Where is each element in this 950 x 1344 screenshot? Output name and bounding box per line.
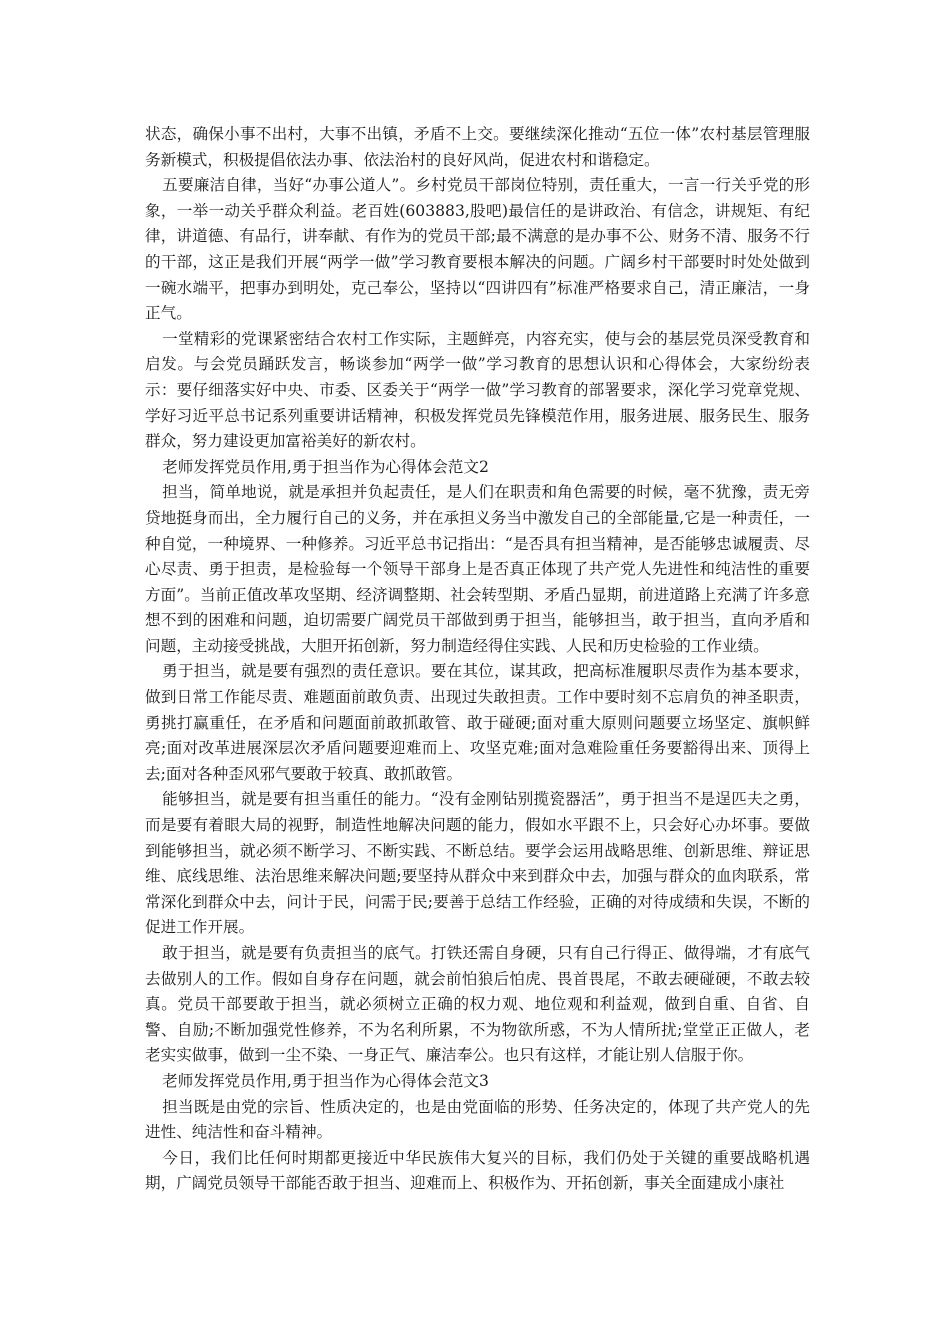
- paragraph-4: 担当，简单地说，就是承担并负起责任，是人们在职责和角色需要的时候，毫不犹豫，责无旁贷地挺身而出，全力履行自己的义务，并在承担义务当中激发自己的全部能量,它是一种责任，一种自觉，一种境界、一种修养。习近平总书记指出：“是否具有担当精神，是否能够忠诚履责、尽心尽责、勇于担责，是检验每一个领导干部身上是否真正体现了共产党人先进性和纯洁性的重要方面”。当前正值改革攻坚期、经济调整期、社会转型期、矛盾凸显期，前进道路上充满了许多意想不到的困难和问题，迫切需要广阔党员干部做到勇于担当，能够担当，敢于担当，直向矛盾和问题，主动接受挑战，大胆开拓创新，努力制造经得住实践、人民和历史检验的工作业绩。: [145, 483, 810, 655]
- paragraph-5: 勇于担当，就是要有强烈的责任意识。要在其位，谋其政，把高标准履职尽责作为基本要求，做到日常工作能尽责、难题面前敢负责、出现过失敢担责。工作中要时刻不忘肩负的神圣职责，勇挑打赢重任，在矛盾和问题面前敢抓敢管、敢于碰硬;面对重大原则问题要立场坚定、旗帜鲜亮;面对改革进展深层次矛盾问题要迎难而上、攻坚克难;面对急难险重任务要豁得出来、顶得上去;面对各种歪风邪气要敢于较真、敢抓敢管。: [145, 662, 810, 783]
- paragraph-1: 状态，确保小事不出村，大事不出镇，矛盾不上交。要继续深化推动“五位一体”农村基层管理服务新模式，积极提倡依法办事、依法治村的良好风尚，促进农村和谐稳定。: [145, 125, 810, 169]
- paragraph-3: 一堂精彩的党课紧密结合农村工作实际，主题鲜亮，内容充实，使与会的基层党员深受教育和启发。与会党员踊跃发言，畅谈参加“两学一做”学习教育的思想认识和心得体会，大家纷纷表示：要仔细落实好中央、市委、区委关于“两学一做”学习教育的部署要求，深化学习党章党规、学好习近平总书记系列重要讲话精神，积极发挥党员先锋模范作用，服务进展、服务民生、服务群众，努力建设更加富裕美好的新农村。: [145, 329, 810, 451]
- paragraph-2: 五要廉洁自律，当好“办事公道人”。乡村党员干部岗位特别，责任重大，一言一行关乎党的形象，一举一动关乎群众利益。老百姓(603883,股吧)最信任的是讲政治、有信念，讲规矩、有纪律，讲道德、有品行，讲奉献、有作为的党员干部;最不满意的是办事不公、财务不清、服务不行的干部，这正是我们开展“两学一做”学习教育要根本解决的问题。广阔乡村干部要时时处处做到一碗水端平，把事办到明处，克己奉公，坚持以“四讲四有”标准严格要求自己，清正廉洁，一身正气。: [145, 176, 810, 323]
- paragraph-6: 能够担当，就是要有担当重任的能力。“没有金刚钻别揽瓷器活”，勇于担当不是逞匹夫之勇，而是要有着眼大局的视野，制造性地解决问题的能力，假如水平跟不上，只会好心办坏事。要做到能够担当，就必须不断学习、不断实践、不断总结。要学会运用战略思维、创新思维、辩证思维、底线思维、法治思维来解决问题;要坚持从群众中来到群众中去，加强与群众的血肉联系，常常深化到群众中去，问计于民，问需于民;要善于总结工作经验，正确的对待成绩和失误，不断的促进工作开展。: [145, 790, 810, 937]
- section-heading-3: 老师发挥党员作用,勇于担当作为心得体会范文3: [162, 1071, 489, 1090]
- paragraph-9: 今日，我们比任何时期都更接近中华民族伟大复兴的目标，我们仍处于关键的重要战略机遇期，广阔党员领导干部能否敢于担当、迎难而上、积极作为、开拓创新，事关全面建成小康社: [145, 1148, 810, 1193]
- document-body: [145, 122, 810, 1197]
- section-heading-2: 老师发挥党员作用,勇于担当作为心得体会范文2: [162, 457, 489, 476]
- paragraph-7: 敢于担当，就是要有负责担当的底气。打铁还需自身硬，只有自己行得正、做得端，才有底气去做别人的工作。假如自身存在问题，就会前怕狼后怕虎、畏首畏尾，不敢去硬碰硬，不敢去较真。党员干部要敢于担当，就必须树立正确的权力观、地位观和利益观，做到自重、自省、自警、自励;不断加强党性修养，不为名利所累，不为物欲所惑，不为人情所扰;堂堂正正做人，老老实实做事，做到一尘不染、一身正气、廉洁奉公。也只有这样，才能让别人信服于你。: [145, 944, 810, 1065]
- paragraph-8: 担当既是由党的宗旨、性质决定的，也是由党面临的形势、任务决定的，体现了共产党人的先进性、纯洁性和奋斗精神。: [145, 1097, 810, 1142]
